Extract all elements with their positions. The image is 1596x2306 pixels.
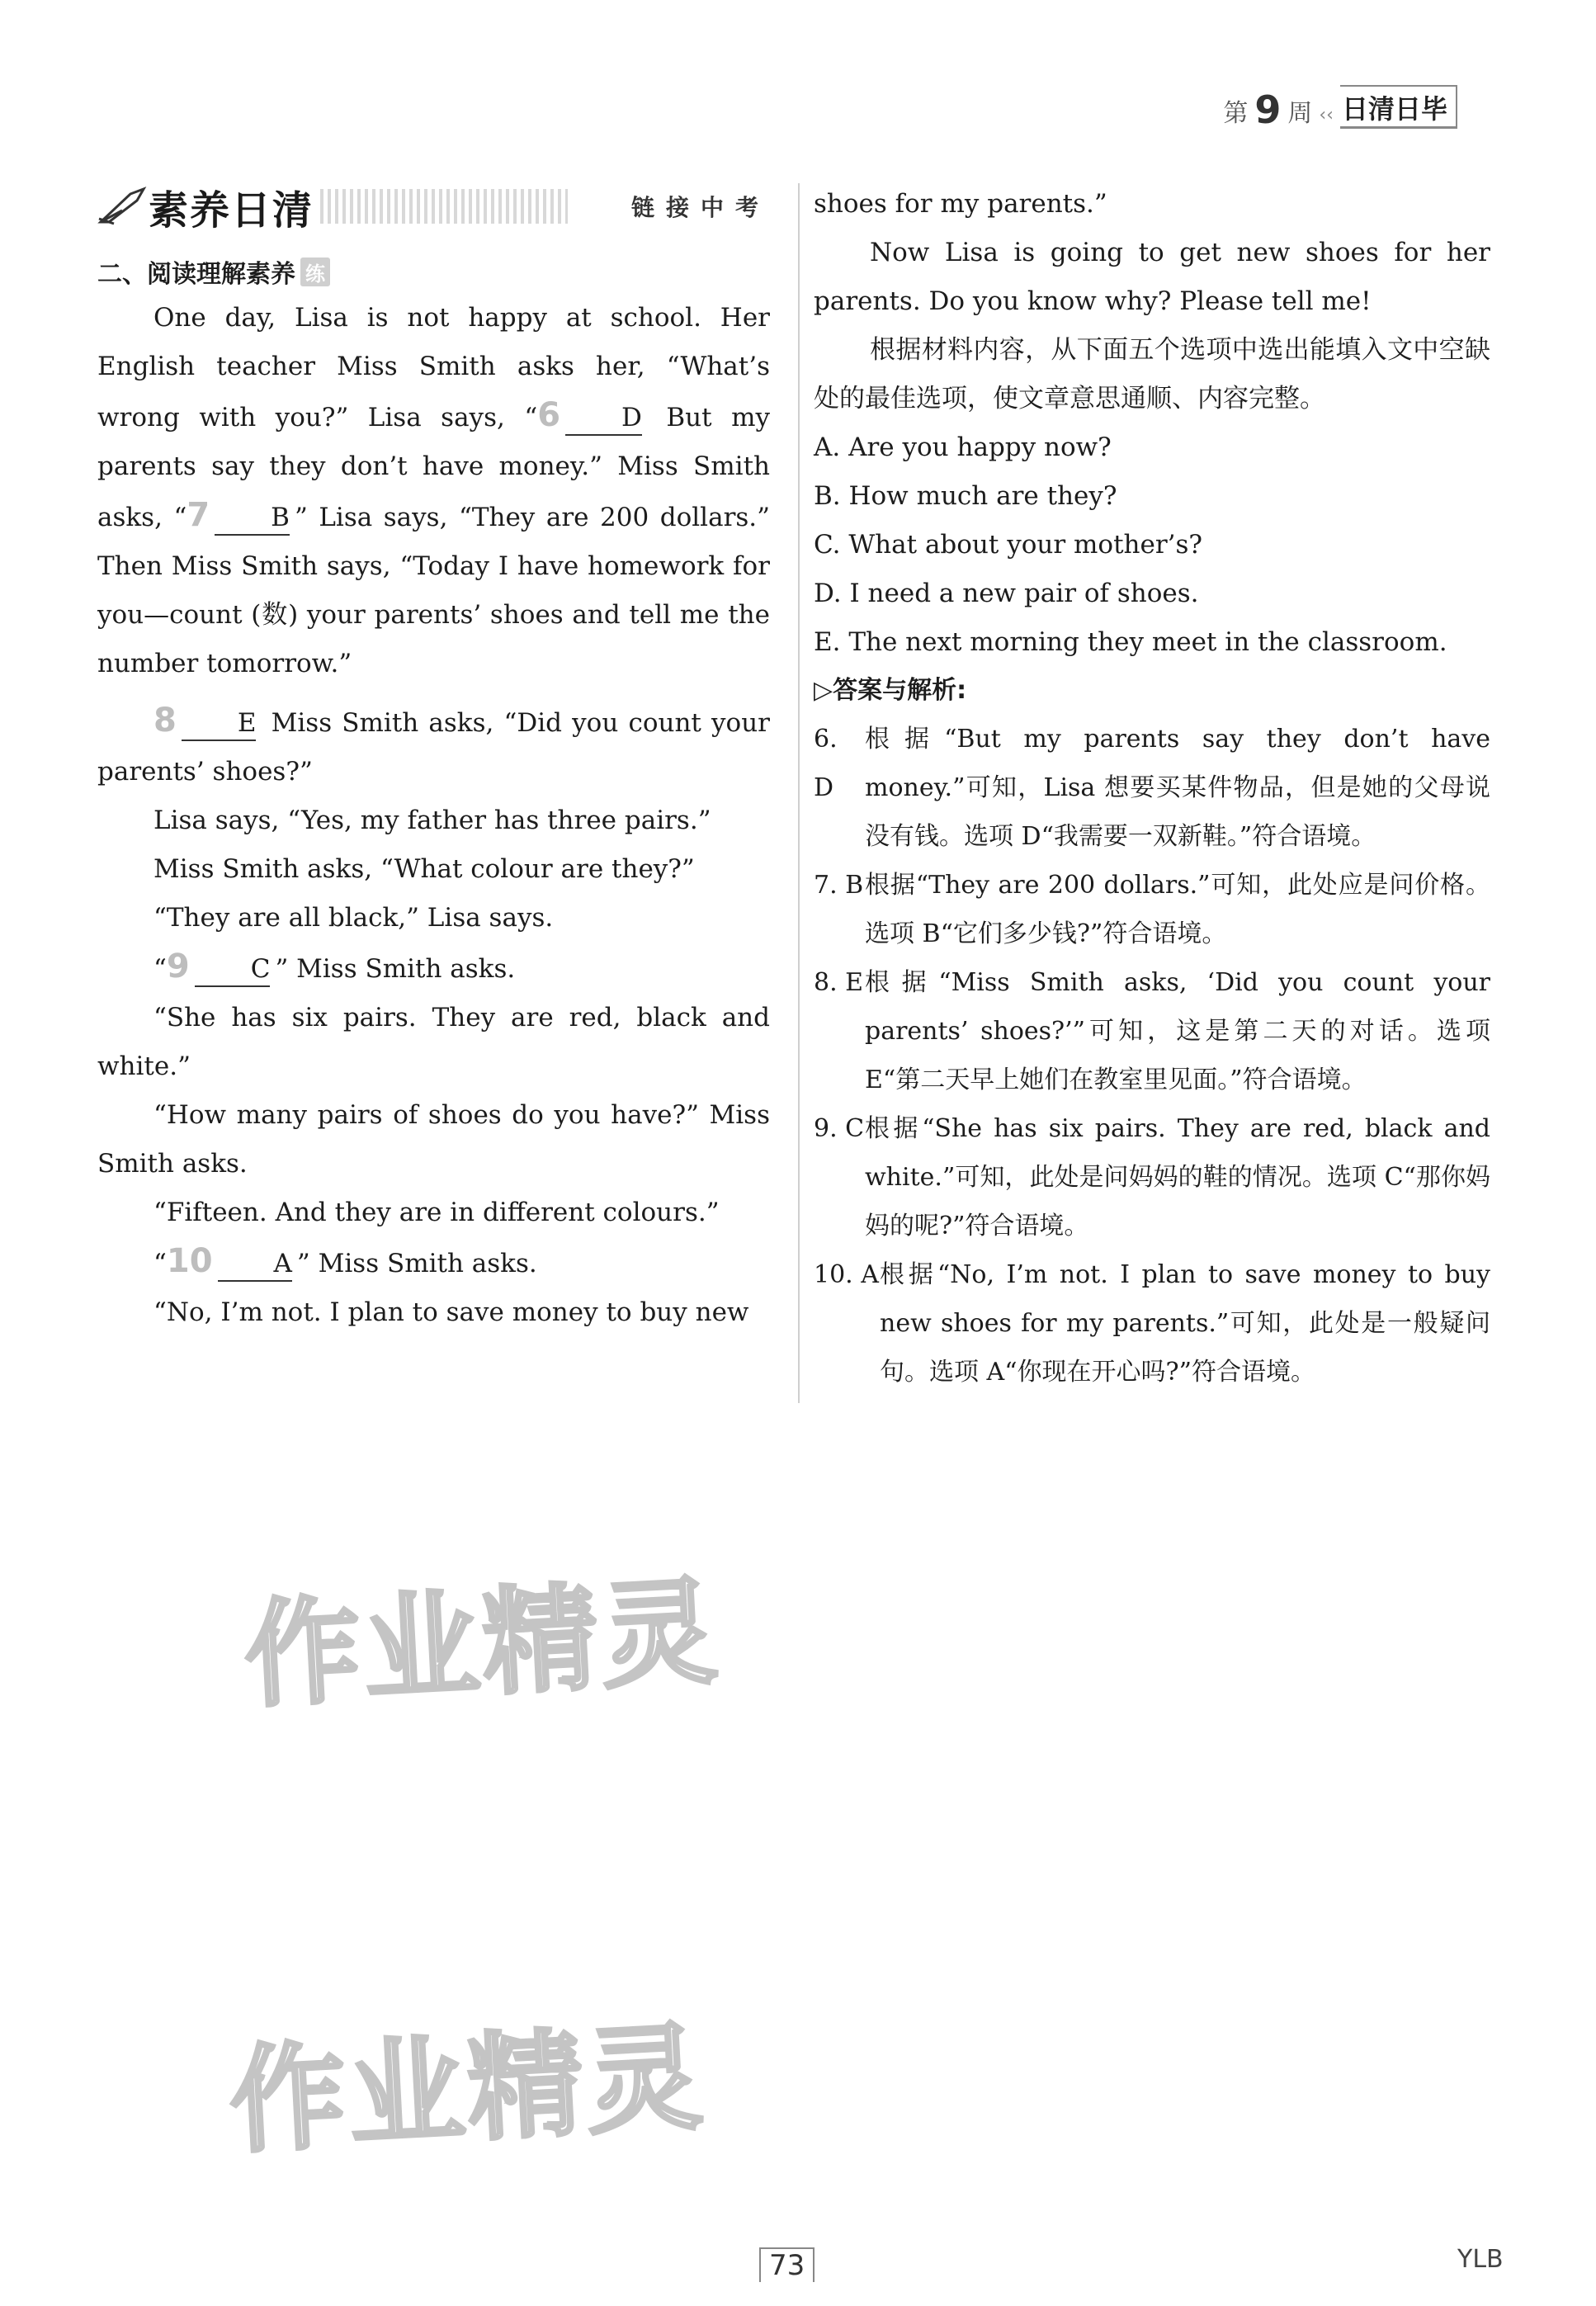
section-banner (97, 180, 770, 233)
answer-item (814, 861, 1490, 958)
answer-item (814, 1250, 1490, 1396)
passage-paragraph: “10 A ” Miss Smith asks. (153, 1242, 537, 1280)
answer-blank: E (182, 706, 257, 741)
passage-paragraph (97, 294, 770, 688)
option-item: A. Are you happy now? (814, 432, 1112, 462)
section-heading (97, 253, 770, 291)
question-number: 10 (166, 1242, 213, 1280)
week-header (1223, 81, 1457, 132)
answer-item (814, 1104, 1490, 1250)
section-heading-text: 二、阅读理解素养 (97, 260, 295, 289)
answers-heading-text: 答案与解析: (833, 676, 967, 705)
passage-continuation: shoes for my parents.” (814, 189, 1107, 219)
answer-id: 9. C (814, 1114, 865, 1143)
passage-paragraph (97, 697, 770, 796)
answer-id: 6. D (814, 725, 838, 802)
reading-passage (97, 294, 770, 1337)
column-divider (798, 183, 800, 1403)
banner-tag: 链接中考 (630, 194, 770, 221)
passage-paragraph: “No, I’m not. I plan to save money to buy new (153, 1297, 749, 1327)
week-number: 9 (1254, 87, 1282, 132)
answer-explanation: 根据“They are 200 dollars.”可知，此处应是问价格。选项 B“它们多少钱?”符合语境。 (865, 871, 1490, 948)
question-number: 9 (166, 947, 190, 985)
option-item: E. The next morning they meet in the classroom. (814, 627, 1447, 657)
watermark: 作业精灵 (226, 2011, 709, 2170)
answers-heading (814, 667, 1490, 715)
banner-decoration (320, 189, 568, 224)
passage-paragraph: “9 C ” Miss Smith asks. (153, 947, 516, 985)
question-number: 6 (537, 396, 561, 434)
passage-paragraph: Lisa says, “Yes, my father has three pairs.” (153, 806, 711, 835)
answers-list (814, 715, 1490, 1396)
passage-text: ” Lisa says, “They are 200 dollars.” Then Miss Smith says, “Today I have homework for you—count (数) your parents’ shoes and tell me the number tomorrow.” (97, 503, 770, 678)
answer-explanation: 根据“She has six pairs. They are red, black and white.”可知，此处是问妈妈的鞋的情况。选项 C“那你妈妈的呢?”符合语境。 (865, 1114, 1490, 1240)
answer-id: 8. E (814, 968, 864, 997)
right-column (814, 180, 1490, 1396)
question-number: 7 (187, 496, 210, 534)
passage-text: But my parents say they don’t have money.” Miss Smith asks, “ (97, 403, 770, 532)
answer-item (814, 958, 1490, 1104)
passage-text: One day, Lisa is not happy at school. Her English teacher Miss Smith asks her, “What’s wrong with you?” Lisa says, “ (97, 303, 770, 432)
option-item: C. What about your mother’s? (814, 530, 1203, 560)
passage-text: Miss Smith asks, “Did you count your parents’ shoes?” (97, 708, 770, 787)
passage-paragraph: Miss Smith asks, “What colour are they?” (153, 854, 695, 884)
publisher-code: YLB (1457, 2245, 1504, 2274)
answer-blank: B (215, 501, 290, 536)
answer-explanation: 根据“Miss Smith asks, ‘Did you count your parents’ shoes?’”可知，这是第二天的对话。选项 E“第二天早上她们在教室里见面。”符合语境。 (865, 968, 1490, 1094)
answer-blank: C (195, 952, 271, 987)
passage-text: ” Miss Smith asks. (275, 954, 516, 984)
answer-item (814, 715, 1490, 861)
answer-explanation: 根据“But my parents say they don’t have money.”可知，Lisa 想要买某件物品，但是她的父母说没有钱。选项 D“我需要一双新鞋。”符合语境。 (865, 725, 1490, 851)
week-suffix: 周 (1287, 99, 1313, 128)
passage-paragraph: “How many pairs of shoes do you have?” Miss Smith asks. (97, 1100, 770, 1179)
answer-blank: A (218, 1247, 292, 1282)
instruction-text: 根据材料内容，从下面五个选项中选出能填入文中空缺处的最佳选项，使文章意思通顺、内容完整。 (814, 335, 1490, 413)
week-prefix: 第 (1223, 99, 1249, 128)
passage-paragraph: “Fifteen. And they are in different colours.” (153, 1198, 720, 1227)
banner-title: 素养日清 (149, 187, 314, 234)
left-column (97, 180, 770, 1337)
passage-paragraph: Now Lisa is going to get new shoes for her parents. Do you know why? Please tell me! (814, 238, 1490, 316)
practice-badge: 练 (300, 258, 330, 286)
double-chevron-icon: ‹‹ (1319, 105, 1334, 125)
passage-text: ” Miss Smith asks. (296, 1249, 537, 1278)
watermark: 作业精灵 (241, 1565, 724, 1724)
passage-paragraph: “They are all black,” Lisa says. (153, 903, 554, 933)
answer-id: 10. A (814, 1260, 879, 1289)
option-item: B. How much are they? (814, 481, 1117, 511)
page-number: 73 (759, 2247, 815, 2282)
answer-id: 7. B (814, 871, 864, 900)
header-title: 日清日毕 (1340, 85, 1457, 129)
answer-explanation: 根据“No, I’m not. I plan to save money to buy new shoes for my parents.”可知，此处是一般疑问句。选项 A“你现在开心吗?”符合语境。 (880, 1260, 1490, 1387)
option-item: D. I need a new pair of shoes. (814, 579, 1199, 608)
options-list (814, 423, 1490, 667)
feather-pen-icon (97, 186, 149, 227)
question-number: 8 (153, 702, 177, 740)
play-triangle-icon: ▷ (814, 676, 833, 705)
answer-blank: D (565, 401, 642, 436)
passage-paragraph: “She has six pairs. They are red, black and white.” (97, 1003, 770, 1081)
